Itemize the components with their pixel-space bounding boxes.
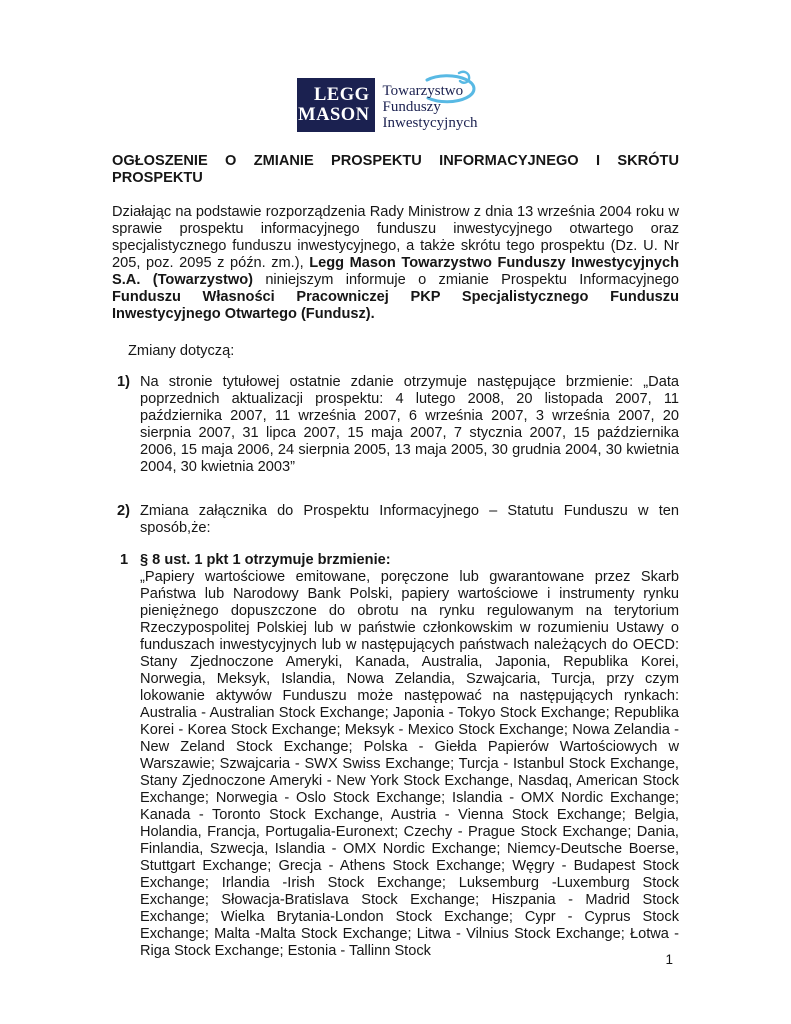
list-item-1-marker: 1) [117,374,130,390]
intro-paragraph [112,204,679,323]
page-title: OGŁOSZENIE O ZMIANIE PROSPEKTU INFORMACYJNEGO I SKRÓTU PROSPEKTU [112,153,679,186]
list-item-2-text: Zmiana załącznika do Prospektu Informacyjnego – Statutu Funduszu w ten sposób,że: [140,503,679,536]
statute-change-item [112,552,679,960]
page-number: 1 [665,952,673,967]
legg-mason-logo-mark [297,78,375,132]
list-item-1 [112,374,679,476]
statute-change-body: „Papiery wartościowe emitowane, poręczone lub gwarantowane przez Skarb Państwa lub Narodowy Bank Polski, papiery wartościowe i instrumenty rynku pieniężnego dopuszczone do obrotu na rynku regulowanym na terytorium Rzeczypospolitej Polskiej lub w państwie członkowskim w rozumieniu Ustawy o funduszach inwestycyjnych lub w następujących państwach należących do OECD: Stany Zjednoczone Ameryki, Kanada, Australia, Japonia, Republika Korei, Norwegia, Meksyk, Islandia, Nowa Zelandia, Szwajcaria, Turcja, przy czym lokowanie aktywów Funduszu może następować na następujących rynkach: Australia - Australian Stock Exchange; Japonia - Tokyo Stock Exchange; Republika Korei - Korea Stock Exchange; Meksyk - Mexico Stock Exchange; Nowa Zelandia - New Zeland Stock Exchange; Polska - Giełda Papierów Wartościowych w Warszawie; Szwajcaria - SWX Swiss Exchange; Turcja - Istanbul Stock Exchange, Stany Zjednoczone Ameryki - New York Stock Exchange, Nasdaq, American Stock Exchange; Norwegia - Oslo Stock Exchange; Islandia - OMX Nordic Exchange; Kanada - Toronto Stock Exchange, Austria - Vienna Stock Exchange; Belgia, Holandia, Francja, Portugalia-Euronext; Czechy - Prague Stock Exchange; Dania, Finlandia, Szwecja, Islandia - OMX Nordic Exchange; Niemcy-Deutsche Boerse, Stuttgart Exchange; Grecja - Athens Stock Exchange; Węgry - Budapest Stock Exchange; Irlandia -Irish Stock Exchange; Luksemburg -Luxemburg Stock Exchange; Słowacja-Bratislava Stock Exchange; Hiszpania - Madrid Stock Exchange; Wielka Brytania-London Stock Exchange; Cypr - Cyprus Stock Exchange; Malta -Malta Stock Exchange; Litwa - Vilnius Stock Exchange; Łotwa - Riga Stock Exchange; Estonia - Tallinn Stock [140,569,679,959]
logo-mark-line2: MASON [298,105,370,125]
statute-change-marker: 1 [120,552,129,568]
changes-lead: Zmiany dotyczą: [128,343,235,359]
intro-company-name: Legg Mason Towarzystwo Funduszy Inwestycyjnych S.A. (Towarzystwo) [112,255,679,288]
logo-tagline-line-1: Towarzystwo [382,83,464,99]
logo-mark-line1: LEGG [314,85,370,105]
logo-tagline-line-3: Inwestycyjnych [382,115,478,131]
list-item-2 [112,503,679,537]
intro-fund-name: Funduszu Własności Pracowniczej PKP Specjalistycznego Funduszu Inwestycyjnego Otwartego (Fundusz). [112,289,679,322]
list-item-1-text: Na stronie tytułowej ostatnie zdanie otrzymuje następujące brzmienie: „Data poprzednich aktualizacji prospektu: 4 lutego 2008, 20 listopada 2007, 11 października 2007, 11 września 2007, 6 września 2007, 3 września 2007, 20 sierpnia 2007, 31 lipca 2007, 15 maja 2007, 7 stycznia 2007, 15 października 2006, 15 maja 2006, 24 sierpnia 2005, 13 maja 2005, 30 grudnia 2004, 30 kwietnia 2004, 30 kwietnia 2003” [140,374,679,475]
list-item-2-marker: 2) [117,503,130,519]
statute-change-heading: § 8 ust. 1 pkt 1 otrzymuje brzmienie: [140,552,391,568]
intro-run-1: Działając na podstawie rozporządzenia Rady Ministrow z dnia 13 września 2004 roku w sprawie prospektu informacyjnego funduszu inwestycyjnego otwartego oraz specjalistycznego funduszu inwestycyjnego, a także skrótu tego prospektu (Dz. U. Nr 205, poz. 2095 z późn. zm.), [112,204,679,271]
legg-mason-logo [112,78,679,132]
logo-tagline-line-2: Funduszy [382,99,441,115]
logo-tagline [383,78,495,131]
intro-run-3: niniejszym informuje o zmianie Prospektu Informacyjnego [252,272,679,288]
statute-change-content [140,552,679,960]
